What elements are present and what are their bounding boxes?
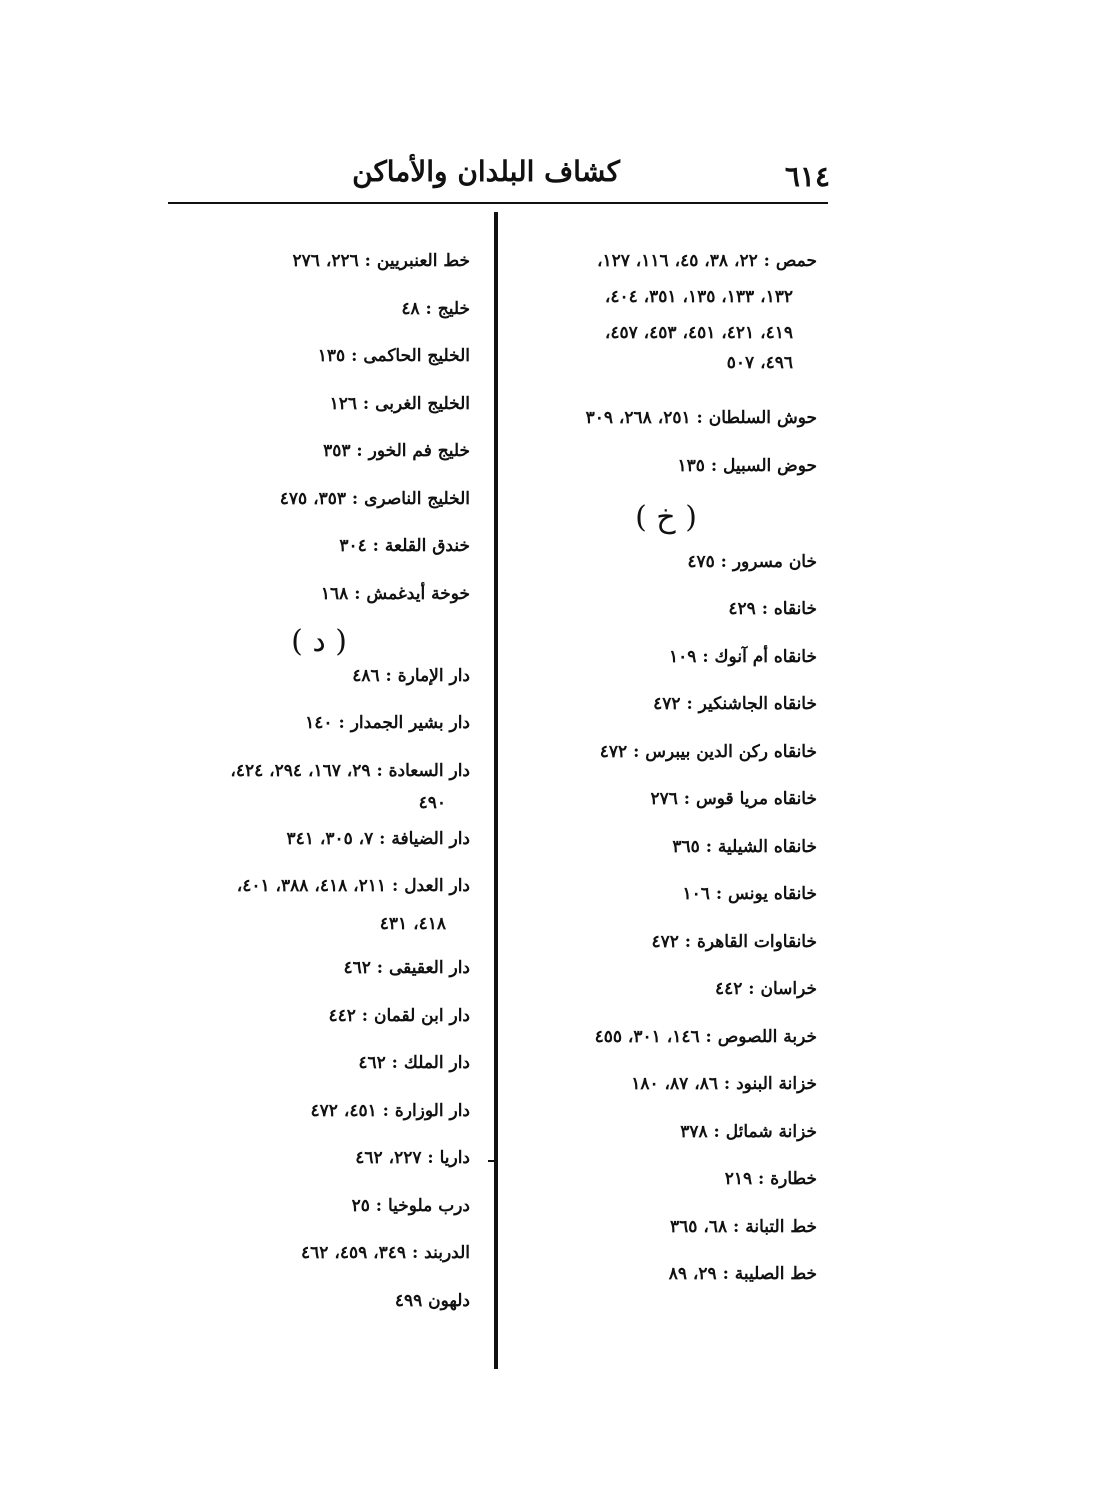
header-rule — [168, 202, 828, 204]
index-entry: دار العقيقى : ٤٦٢ — [343, 958, 470, 978]
index-entry: خانقاه : ٤٢٩ — [728, 599, 817, 619]
index-entry-line: ٤٩٠ — [418, 792, 446, 813]
right-column — [515, 249, 817, 1310]
index-entry: خطارة : ٢١٩ — [724, 1169, 817, 1189]
section-heading-dal: ( د ) — [291, 623, 347, 659]
index-entry-line: ٤١٩، ٤٢١، ٤٥١، ٤٥٣، ٤٥٧، — [604, 323, 793, 343]
page-number: ٦١٤ — [784, 160, 830, 193]
index-entry-line: دار السعادة : ٢٩، ١٦٧، ٢٩٤، ٤٢٤، — [230, 760, 470, 781]
index-entry: دلهون ٤٩٩ — [394, 1290, 470, 1311]
index-entry: خندق القلعة : ٣٠٤ — [339, 536, 470, 556]
index-entry: خراسان : ٤٤٢ — [714, 979, 817, 999]
index-entry-line: حمص : ٢٢، ٣٨، ٤٥، ١١٦، ١٢٧، — [596, 251, 817, 271]
index-entry-line: ٤١٨، ٤٣١ — [379, 914, 446, 934]
index-entry: خليج : ٤٨ — [401, 298, 470, 319]
index-entry: خط التبانة : ٦٨، ٣٦٥ — [670, 1216, 817, 1237]
index-entry — [515, 249, 817, 375]
index-entry — [168, 874, 470, 936]
index-entry: دار الوزارة : ٤٥١، ٤٧٢ — [310, 1100, 470, 1121]
index-entry: دار ابن لقمان : ٤٤٢ — [328, 1005, 470, 1026]
column-divider-tick — [488, 1160, 498, 1162]
page-title: كشاف البلدان والأماكن — [352, 155, 620, 188]
index-entry: دار بشير الجمدار : ١٤٠ — [305, 713, 470, 733]
index-entry: الدربند : ٣٤٩، ٤٥٩، ٤٦٢ — [301, 1243, 470, 1263]
index-entry: خانقاه الشيلية : ٣٦٥ — [672, 836, 817, 857]
section-heading-kha: ( خ ) — [635, 499, 697, 535]
index-entry: داريا : ٢٢٧، ٤٦٢ — [355, 1148, 470, 1168]
index-entry-line: ١٣٢، ١٣٣، ١٣٥، ٣٥١، ٤٠٤، — [604, 287, 793, 307]
index-entry: خوخة أيدغمش : ١٦٨ — [320, 583, 470, 604]
index-entry: خانقاه يونس : ١٠٦ — [682, 884, 817, 904]
index-entry-line: دار العدل : ٢١١، ٤١٨، ٣٨٨، ٤٠١، — [236, 876, 470, 896]
index-entry: الخليج الناصرى : ٣٥٣، ٤٧٥ — [279, 488, 470, 509]
left-column — [168, 249, 470, 1336]
index-entry: دار الضيافة : ٧، ٣٠٥، ٣٤١ — [286, 828, 470, 849]
index-entry: خانقاه مريا قوس : ٢٧٦ — [650, 789, 817, 809]
index-entry: الخليج الحاكمى : ١٣٥ — [317, 346, 470, 366]
index-entry: دار الإمارة : ٤٨٦ — [352, 665, 470, 686]
index-entry: خانقاه الجاشنكير : ٤٧٢ — [653, 694, 817, 714]
index-entry: خليج فم الخور : ٣٥٣ — [323, 441, 470, 461]
index-entry: خزانة شمائل : ٣٧٨ — [680, 1121, 817, 1142]
column-divider — [494, 212, 498, 1369]
index-entry: خربة اللصوص : ١٤٦، ٣٠١، ٤٥٥ — [594, 1026, 817, 1047]
index-entry: خط العنبريين : ٢٢٦، ٢٧٦ — [292, 251, 470, 271]
index-entry: درب ملوخيا : ٢٥ — [351, 1195, 470, 1216]
index-entry: الخليج الغربى : ١٢٦ — [329, 393, 470, 414]
index-entry: خانقاه أم آنوك : ١٠٩ — [669, 646, 817, 667]
index-entry: خانقاه ركن الدين بيبرس : ٤٧٢ — [599, 741, 817, 762]
index-entry — [168, 759, 470, 815]
index-entry: خط الصليبة : ٢٩، ٨٩ — [668, 1264, 817, 1284]
index-entry-line: ٤٩٦، ٥٠٧ — [726, 353, 793, 373]
index-entry: دار الملك : ٤٦٢ — [358, 1053, 470, 1073]
index-entry: حوض السبيل : ١٣٥ — [677, 455, 817, 476]
index-entry: خانقاوات القاهرة : ٤٧٢ — [651, 931, 817, 952]
index-entry: حوش السلطان : ٢٥١، ٢٦٨، ٣٠٩ — [585, 408, 817, 428]
index-entry: خان مسرور : ٤٧٥ — [687, 551, 817, 572]
index-entry: خزانة البنود : ٨٦، ٨٧، ١٨٠ — [631, 1074, 817, 1094]
